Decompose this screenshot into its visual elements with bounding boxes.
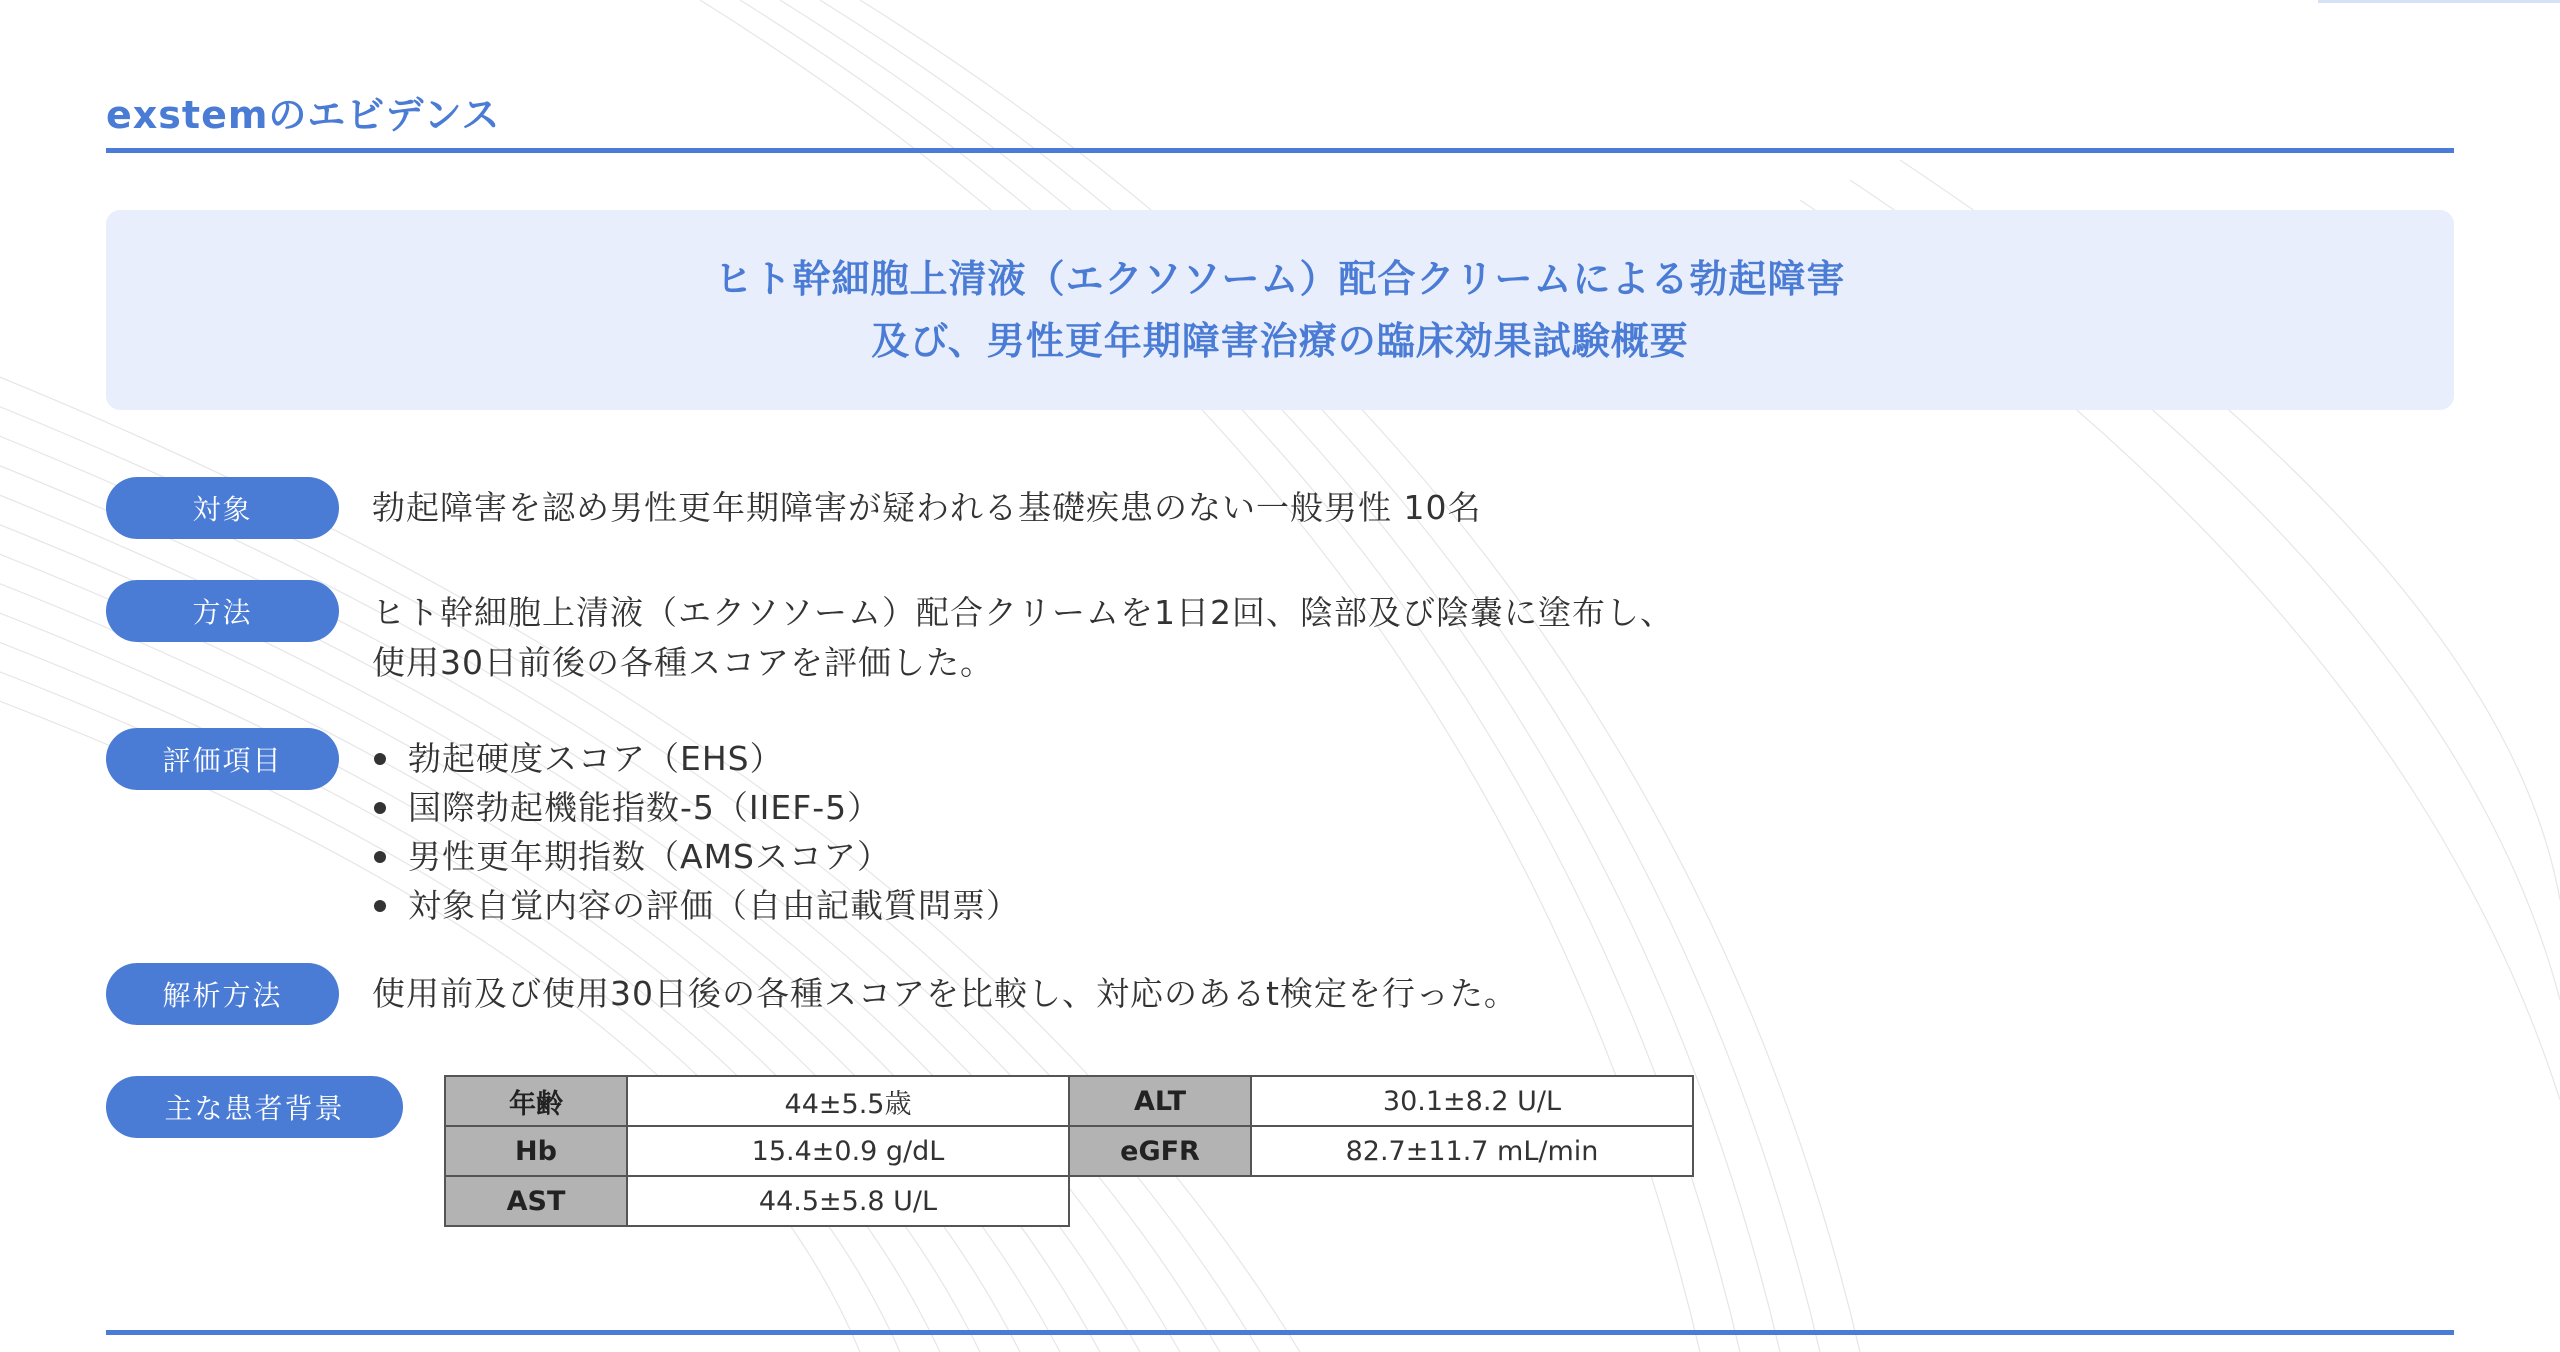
top-right-accent-bar	[2318, 0, 2560, 3]
table-value-cell: 82.7±11.7 mL/min	[1251, 1126, 1693, 1176]
table-header-cell: eGFR	[1069, 1126, 1251, 1176]
label-patient-background: 主な患者背景	[106, 1076, 403, 1138]
target-text: 勃起障害を認め男性更年期障害が疑われる基礎疾患のない一般男性 10名	[372, 488, 1482, 527]
list-item: 対象自覚内容の評価（自由記載質問票）	[372, 881, 1020, 930]
method-text-line-2: 使用30日前後の各種スコアを評価した。	[372, 643, 994, 682]
table-empty-cell	[1251, 1176, 1693, 1226]
table-value-cell: 44.5±5.8 U/L	[627, 1176, 1069, 1226]
list-item: 勃起硬度スコア（EHS）	[372, 734, 1020, 783]
table-value-cell: 15.4±0.9 g/dL	[627, 1126, 1069, 1176]
label-target: 対象	[106, 477, 339, 539]
bullet-icon	[374, 851, 386, 863]
label-method: 方法	[106, 580, 339, 642]
list-item: 国際勃起機能指数-5（IIEF-5）	[372, 783, 1020, 832]
table-row	[445, 1126, 1693, 1176]
table-header-cell: AST	[445, 1176, 627, 1226]
summary-title-line-1: ヒト幹細胞上清液（エクソソーム）配合クリームによる勃起障害	[714, 257, 1846, 301]
table-header-cell: Hb	[445, 1126, 627, 1176]
list-item: 男性更年期指数（AMSスコア）	[372, 832, 1020, 881]
method-text	[372, 588, 1674, 688]
bullet-icon	[374, 802, 386, 814]
label-evaluation: 評価項目	[106, 728, 339, 790]
study-summary-box	[106, 210, 2454, 410]
evaluation-list-container	[372, 734, 1020, 930]
summary-title-line-2: 及び、男性更年期障害治療の臨床効果試験概要	[871, 319, 1689, 363]
page-title: exstemのエビデンス	[106, 93, 501, 137]
table-header-cell: 年齢	[445, 1076, 627, 1126]
table-row	[445, 1176, 1693, 1226]
table-empty-cell	[1069, 1176, 1251, 1226]
table-value-cell: 30.1±8.2 U/L	[1251, 1076, 1693, 1126]
evaluation-list	[372, 734, 1020, 930]
table-value-cell: 44±5.5歳	[627, 1076, 1069, 1126]
bullet-icon	[374, 900, 386, 912]
table-header-cell: ALT	[1069, 1076, 1251, 1126]
bullet-icon	[374, 753, 386, 765]
header-divider	[106, 148, 2454, 153]
label-analysis: 解析方法	[106, 963, 339, 1025]
patient-background-table	[444, 1075, 1694, 1227]
method-text-line-1: ヒト幹細胞上清液（エクソソーム）配合クリームを1日2回、陰部及び陰嚢に塗布し、	[372, 593, 1674, 632]
analysis-text: 使用前及び使用30日後の各種スコアを比較し、対応のあるt検定を行った。	[372, 974, 1518, 1013]
table-row	[445, 1076, 1693, 1126]
footer-divider	[106, 1330, 2454, 1335]
